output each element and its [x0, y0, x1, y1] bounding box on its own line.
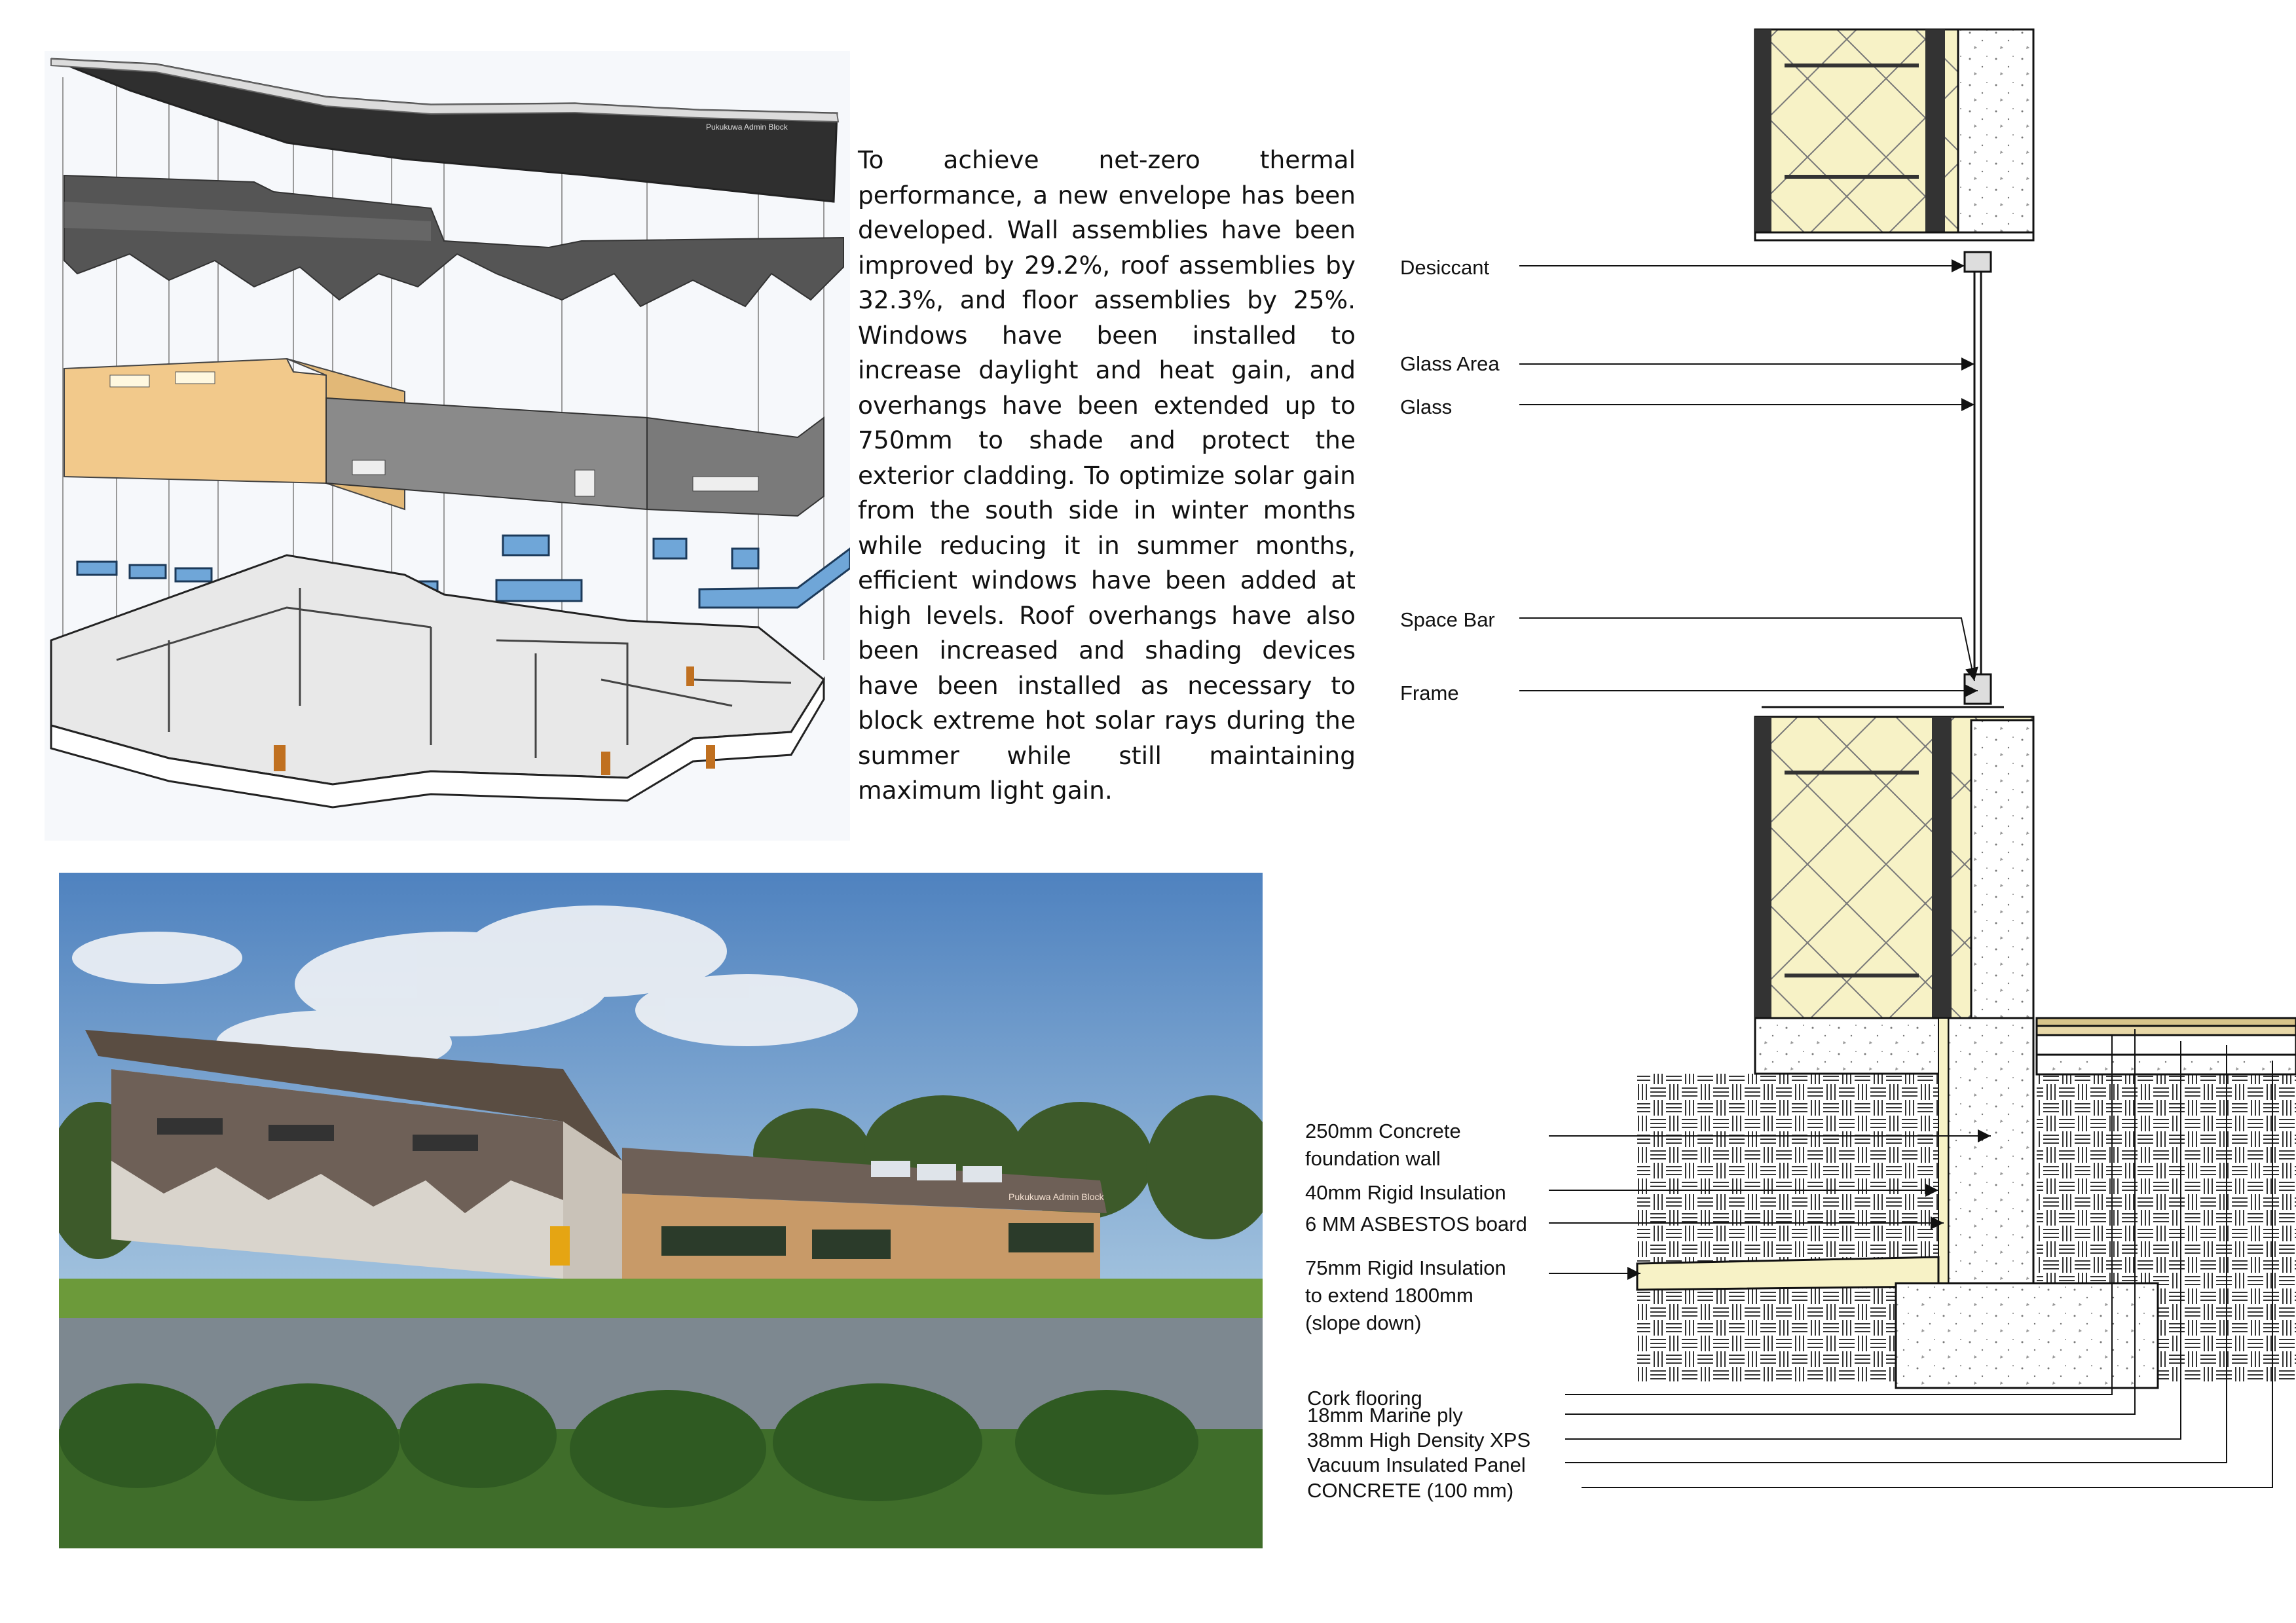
upper-wall [1755, 29, 2033, 240]
roof-sign-label: Pukukuwa Admin Block [706, 122, 788, 132]
label-glass: Glass [1400, 395, 1453, 418]
render-sign-label: Pukukuwa Admin Block [1009, 1192, 1104, 1202]
label-marine-ply: 18mm Marine ply [1307, 1404, 1463, 1427]
label-concrete-slab: CONCRETE (100 mm) [1307, 1479, 1514, 1502]
label-rigid-insulation-75-2: to extend 1800mm [1305, 1284, 1473, 1307]
label-space-bar: Space Bar [1400, 608, 1495, 631]
label-glass-area: Glass Area [1400, 352, 1500, 375]
label-vip: Vacuum Insulated Panel [1307, 1453, 1526, 1476]
label-desiccant: Desiccant [1400, 256, 1490, 279]
label-asbestos-board: 6 MM ASBESTOS board [1305, 1213, 1527, 1235]
label-cork-flooring: Cork flooring [1307, 1387, 1422, 1410]
label-xps: 38mm High Density XPS [1307, 1429, 1531, 1451]
floor-slab [2037, 1018, 2296, 1074]
envelope-description: To achieve net-zero thermal performance, a new envelope has been developed. Wall assemblies have been improved by 29.2%, roof assemblies by 32.3%, and floor assemblies by 25%. Windows have been installed to increase daylight and heat gain, and overhangs have been extended up to 750mm to shade and protect the exterior cladding. To optimize solar gain from the south side in winter months while reducing it in summer months, efficient windows have been added at high levels. Roof overhangs have also been increased and shading devices have been installed as necessary to block extreme hot solar rays during the summer while still maintaining maximum light gain. [858, 145, 1356, 805]
label-rigid-insulation-40: 40mm Rigid Insulation [1305, 1181, 1506, 1204]
label-concrete-wall-1: 250mm Concrete [1305, 1120, 1461, 1142]
label-frame: Frame [1400, 682, 1459, 704]
label-rigid-insulation-75-1: 75mm Rigid Insulation [1305, 1256, 1506, 1279]
label-rigid-insulation-75-3: (slope down) [1305, 1311, 1422, 1334]
window-unit [1762, 252, 2004, 707]
lower-wall [1755, 717, 2033, 1018]
label-concrete-wall-2: foundation wall [1305, 1147, 1441, 1170]
